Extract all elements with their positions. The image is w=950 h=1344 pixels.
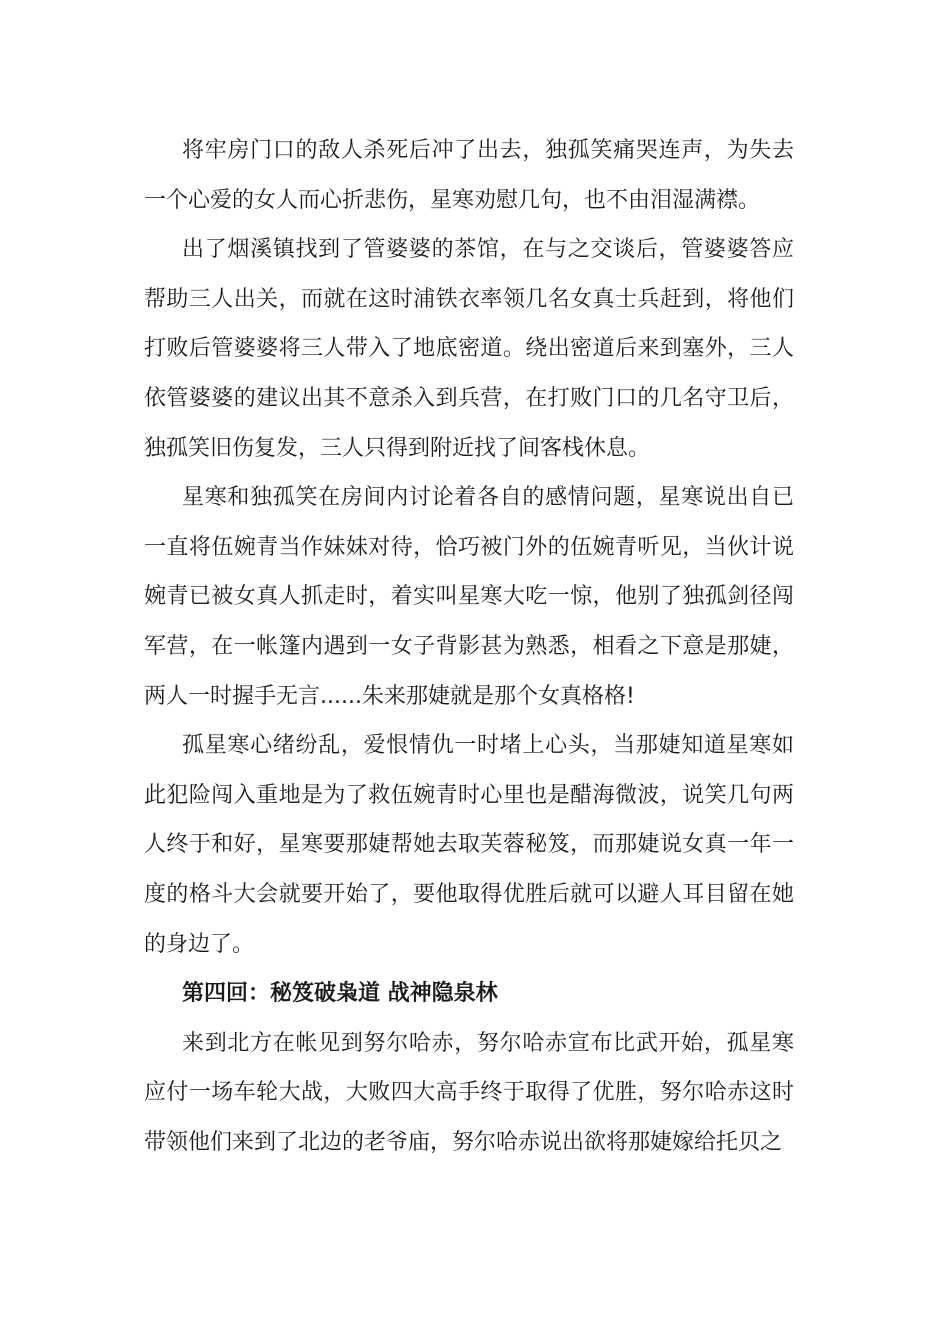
chapter-heading: 第四回：秘笈破枭道 战神隐泉林 [182, 981, 498, 1007]
paragraph-tournament: 来到北方在帐见到努尔哈赤，努尔哈赤宣布比武开始，孤星寒应付一场车轮大战，大败四大高手终于取得了优胜，努尔哈赤这时带领他们来到了北边的老爷庙，努尔哈赤说出欲将那婕嫁给托贝之 [144, 1030, 794, 1155]
paragraph-escape-prison: 将牢房门口的敌人杀死后冲了出去，独孤笑痛哭连声，为失去一个心爱的女人而心折悲伤，星寒劝慰几句，也不由泪湿满襟。 [144, 138, 794, 213]
document-body [144, 126, 794, 1167]
paragraph-tea-house: 出了烟溪镇找到了管婆婆的茶馆，在与之交谈后，管婆婆答应帮助三人出关，而就在这时浦铁衣率领几名女真士兵赶到，将他们打败后管婆婆将三人带入了地底密道。绕出密道后来到塞外，三人依管婆婆的建议出其不意杀入到兵营，在打败门口的几名守卫后，独孤笑旧伤复发，三人只得到附近找了间客栈休息。 [144, 237, 794, 461]
paragraph-reconciliation: 孤星寒心绪纷乱，爱恨情仇一时堵上心头，当那婕知道星寒如此犯险闯入重地是为了救伍婉青时心里也是醋海微波，说笑几句两人终于和好，星寒要那婕帮她去取芙蓉秘笈，而那婕说女真一年一度的格斗大会就要开始了，要他取得优胜后就可以避人耳目留在她的身边了。 [144, 733, 794, 957]
paragraph-inn-conversation: 星寒和独孤笑在房间内讨论着各自的感情问题，星寒说出自已一直将伍婉青当作妹妹对待，恰巧被门外的伍婉青听见，当伙计说婉青已被女真人抓走时，着实叫星寒大吃一惊，他别了独孤剑径闯军营，在一帐篷内遇到一女子背影甚为熟悉，相看之下意是那婕，两人一时握手无言......朱来那婕就是那个女真格格! [144, 485, 794, 709]
